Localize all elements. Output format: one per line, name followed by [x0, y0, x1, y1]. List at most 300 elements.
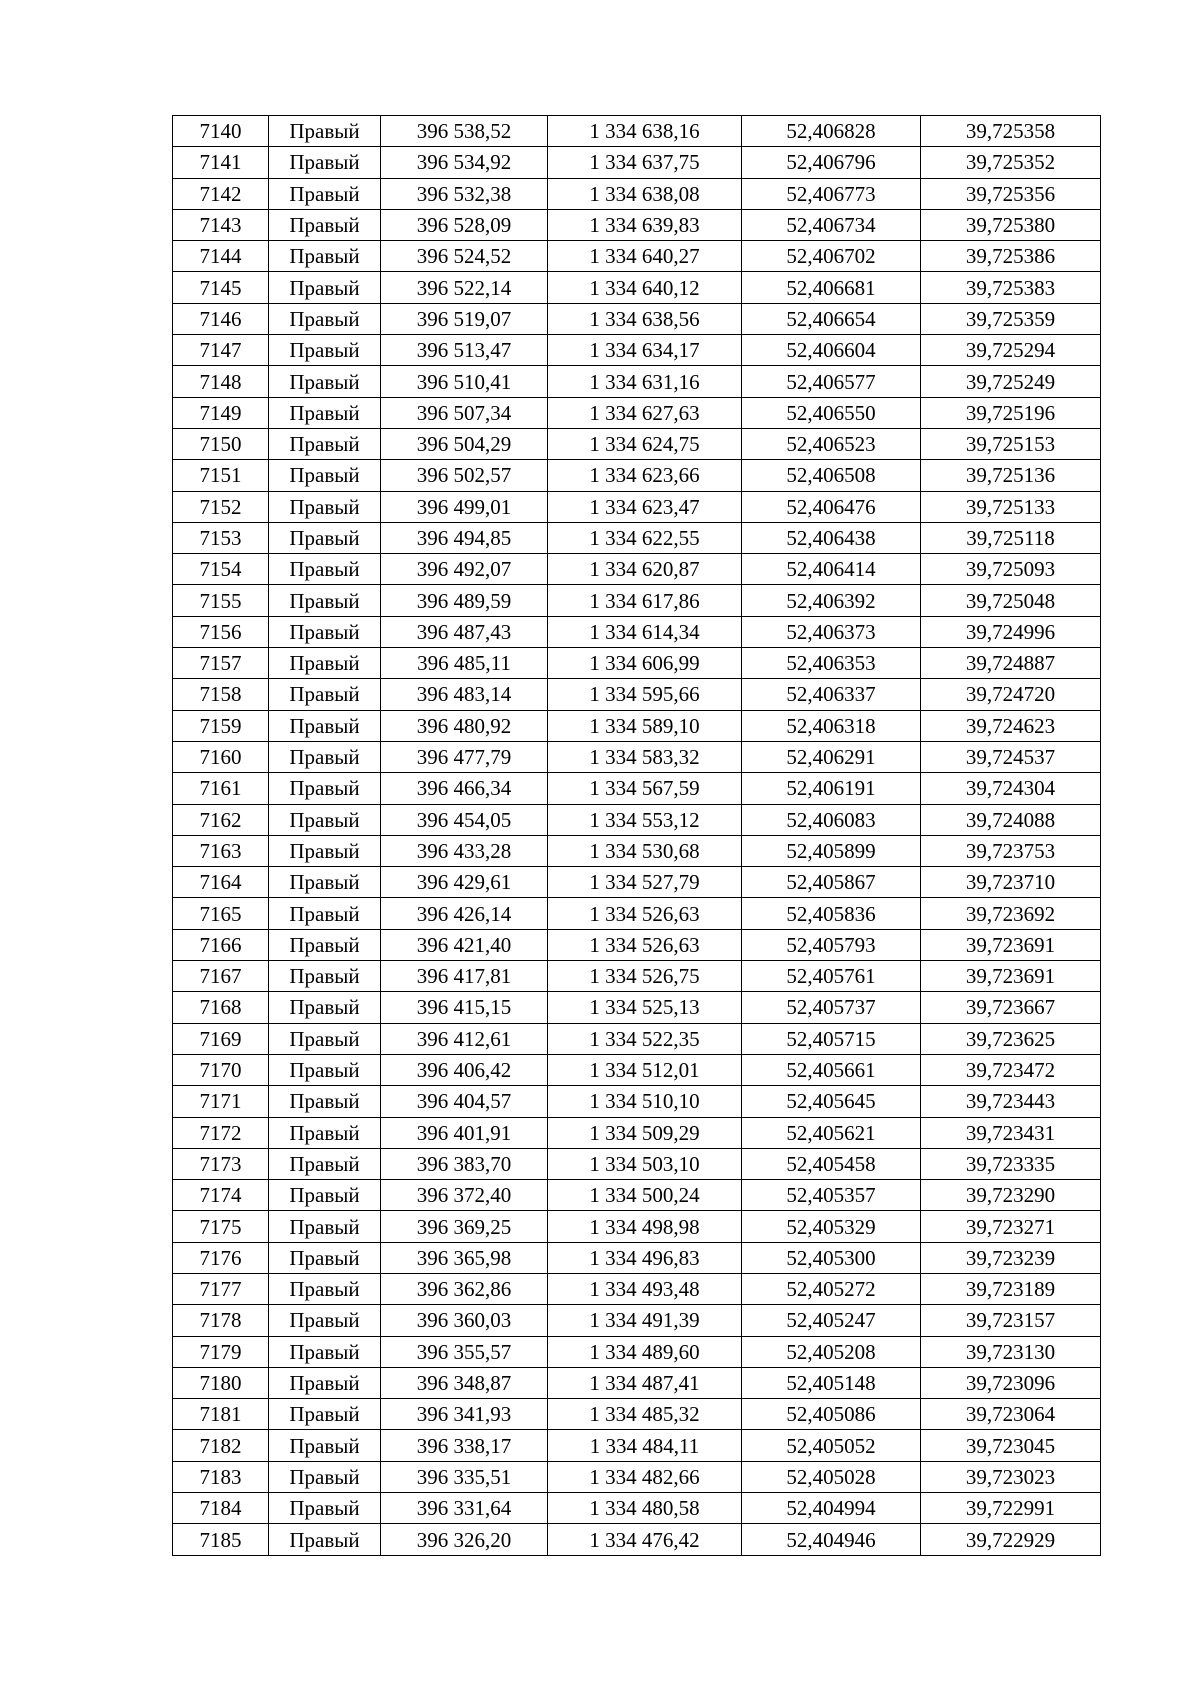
y-coordinate-cell: 1 334 627,63 — [548, 397, 742, 428]
point-number-cell: 7180 — [173, 1367, 269, 1398]
longitude-cell: 39,723625 — [921, 1023, 1101, 1054]
point-number-cell: 7165 — [173, 898, 269, 929]
x-coordinate-cell: 396 522,14 — [381, 272, 548, 303]
point-number-cell: 7140 — [173, 116, 269, 147]
latitude-cell: 52,406550 — [742, 397, 921, 428]
side-cell: Правый — [269, 710, 381, 741]
x-coordinate-cell: 396 489,59 — [381, 585, 548, 616]
latitude-cell: 52,404946 — [742, 1524, 921, 1555]
side-cell: Правый — [269, 804, 381, 835]
table-row — [173, 1117, 1101, 1148]
longitude-cell: 39,725383 — [921, 272, 1101, 303]
y-coordinate-cell: 1 334 489,60 — [548, 1336, 742, 1367]
y-coordinate-cell: 1 334 485,32 — [548, 1399, 742, 1430]
y-coordinate-cell: 1 334 567,59 — [548, 773, 742, 804]
y-coordinate-cell: 1 334 638,56 — [548, 303, 742, 334]
longitude-cell: 39,724304 — [921, 773, 1101, 804]
y-coordinate-cell: 1 334 526,63 — [548, 929, 742, 960]
table-row — [173, 616, 1101, 647]
point-number-cell: 7144 — [173, 241, 269, 272]
point-number-cell: 7146 — [173, 303, 269, 334]
y-coordinate-cell: 1 334 512,01 — [548, 1054, 742, 1085]
longitude-cell: 39,723710 — [921, 867, 1101, 898]
side-cell: Правый — [269, 366, 381, 397]
point-number-cell: 7166 — [173, 929, 269, 960]
table-row — [173, 898, 1101, 929]
table-row — [173, 679, 1101, 710]
y-coordinate-cell: 1 334 525,13 — [548, 992, 742, 1023]
point-number-cell: 7157 — [173, 648, 269, 679]
side-cell: Правый — [269, 1305, 381, 1336]
coordinates-table-body — [173, 116, 1101, 1556]
latitude-cell: 52,405272 — [742, 1273, 921, 1304]
side-cell: Правый — [269, 147, 381, 178]
latitude-cell: 52,406318 — [742, 710, 921, 741]
point-number-cell: 7142 — [173, 178, 269, 209]
table-row — [173, 992, 1101, 1023]
latitude-cell: 52,405086 — [742, 1399, 921, 1430]
longitude-cell: 39,723130 — [921, 1336, 1101, 1367]
longitude-cell: 39,723239 — [921, 1242, 1101, 1273]
x-coordinate-cell: 396 355,57 — [381, 1336, 548, 1367]
point-number-cell: 7151 — [173, 460, 269, 491]
table-row — [173, 710, 1101, 741]
side-cell: Правый — [269, 1023, 381, 1054]
y-coordinate-cell: 1 334 589,10 — [548, 710, 742, 741]
point-number-cell: 7141 — [173, 147, 269, 178]
x-coordinate-cell: 396 326,20 — [381, 1524, 548, 1555]
side-cell: Правый — [269, 585, 381, 616]
side-cell: Правый — [269, 209, 381, 240]
table-row — [173, 366, 1101, 397]
longitude-cell: 39,723753 — [921, 835, 1101, 866]
y-coordinate-cell: 1 334 526,75 — [548, 961, 742, 992]
x-coordinate-cell: 396 331,64 — [381, 1493, 548, 1524]
longitude-cell: 39,725359 — [921, 303, 1101, 334]
table-row — [173, 1054, 1101, 1085]
side-cell: Правый — [269, 460, 381, 491]
side-cell: Правый — [269, 116, 381, 147]
point-number-cell: 7170 — [173, 1054, 269, 1085]
latitude-cell: 52,406604 — [742, 335, 921, 366]
table-row — [173, 1461, 1101, 1492]
side-cell: Правый — [269, 1524, 381, 1555]
table-row — [173, 116, 1101, 147]
table-row — [173, 1148, 1101, 1179]
x-coordinate-cell: 396 483,14 — [381, 679, 548, 710]
x-coordinate-cell: 396 494,85 — [381, 522, 548, 553]
side-cell: Правый — [269, 522, 381, 553]
x-coordinate-cell: 396 415,15 — [381, 992, 548, 1023]
x-coordinate-cell: 396 524,52 — [381, 241, 548, 272]
longitude-cell: 39,724537 — [921, 741, 1101, 772]
y-coordinate-cell: 1 334 510,10 — [548, 1086, 742, 1117]
point-number-cell: 7148 — [173, 366, 269, 397]
side-cell: Правый — [269, 616, 381, 647]
table-row — [173, 1211, 1101, 1242]
side-cell: Правый — [269, 1367, 381, 1398]
y-coordinate-cell: 1 334 482,66 — [548, 1461, 742, 1492]
latitude-cell: 52,404994 — [742, 1493, 921, 1524]
longitude-cell: 39,723096 — [921, 1367, 1101, 1398]
point-number-cell: 7143 — [173, 209, 269, 240]
point-number-cell: 7155 — [173, 585, 269, 616]
y-coordinate-cell: 1 334 509,29 — [548, 1117, 742, 1148]
table-row — [173, 147, 1101, 178]
side-cell: Правый — [269, 1461, 381, 1492]
point-number-cell: 7154 — [173, 554, 269, 585]
latitude-cell: 52,406476 — [742, 491, 921, 522]
latitude-cell: 52,406414 — [742, 554, 921, 585]
longitude-cell: 39,723157 — [921, 1305, 1101, 1336]
side-cell: Правый — [269, 898, 381, 929]
longitude-cell: 39,725380 — [921, 209, 1101, 240]
longitude-cell: 39,723667 — [921, 992, 1101, 1023]
table-row — [173, 1399, 1101, 1430]
y-coordinate-cell: 1 334 614,34 — [548, 616, 742, 647]
longitude-cell: 39,725386 — [921, 241, 1101, 272]
table-row — [173, 1305, 1101, 1336]
latitude-cell: 52,406577 — [742, 366, 921, 397]
side-cell: Правый — [269, 1148, 381, 1179]
point-number-cell: 7163 — [173, 835, 269, 866]
y-coordinate-cell: 1 334 496,83 — [548, 1242, 742, 1273]
longitude-cell: 39,725048 — [921, 585, 1101, 616]
table-row — [173, 648, 1101, 679]
latitude-cell: 52,406734 — [742, 209, 921, 240]
point-number-cell: 7152 — [173, 491, 269, 522]
x-coordinate-cell: 396 369,25 — [381, 1211, 548, 1242]
x-coordinate-cell: 396 519,07 — [381, 303, 548, 334]
latitude-cell: 52,405052 — [742, 1430, 921, 1461]
latitude-cell: 52,405737 — [742, 992, 921, 1023]
longitude-cell: 39,722991 — [921, 1493, 1101, 1524]
table-row — [173, 773, 1101, 804]
x-coordinate-cell: 396 372,40 — [381, 1180, 548, 1211]
point-number-cell: 7167 — [173, 961, 269, 992]
point-number-cell: 7182 — [173, 1430, 269, 1461]
side-cell: Правый — [269, 491, 381, 522]
latitude-cell: 52,405148 — [742, 1367, 921, 1398]
longitude-cell: 39,723023 — [921, 1461, 1101, 1492]
point-number-cell: 7150 — [173, 428, 269, 459]
point-number-cell: 7147 — [173, 335, 269, 366]
x-coordinate-cell: 396 510,41 — [381, 366, 548, 397]
longitude-cell: 39,725356 — [921, 178, 1101, 209]
longitude-cell: 39,723431 — [921, 1117, 1101, 1148]
table-row — [173, 1023, 1101, 1054]
longitude-cell: 39,723692 — [921, 898, 1101, 929]
latitude-cell: 52,406083 — [742, 804, 921, 835]
x-coordinate-cell: 396 335,51 — [381, 1461, 548, 1492]
side-cell: Правый — [269, 1117, 381, 1148]
latitude-cell: 52,406773 — [742, 178, 921, 209]
table-row — [173, 241, 1101, 272]
point-number-cell: 7175 — [173, 1211, 269, 1242]
point-number-cell: 7185 — [173, 1524, 269, 1555]
y-coordinate-cell: 1 334 624,75 — [548, 428, 742, 459]
y-coordinate-cell: 1 334 491,39 — [548, 1305, 742, 1336]
side-cell: Правый — [269, 1180, 381, 1211]
table-row — [173, 804, 1101, 835]
point-number-cell: 7149 — [173, 397, 269, 428]
table-row — [173, 335, 1101, 366]
y-coordinate-cell: 1 334 634,17 — [548, 335, 742, 366]
point-number-cell: 7161 — [173, 773, 269, 804]
y-coordinate-cell: 1 334 484,11 — [548, 1430, 742, 1461]
y-coordinate-cell: 1 334 639,83 — [548, 209, 742, 240]
side-cell: Правый — [269, 1054, 381, 1085]
latitude-cell: 52,405899 — [742, 835, 921, 866]
x-coordinate-cell: 396 417,81 — [381, 961, 548, 992]
x-coordinate-cell: 396 532,38 — [381, 178, 548, 209]
x-coordinate-cell: 396 538,52 — [381, 116, 548, 147]
point-number-cell: 7179 — [173, 1336, 269, 1367]
y-coordinate-cell: 1 334 606,99 — [548, 648, 742, 679]
side-cell: Правый — [269, 867, 381, 898]
y-coordinate-cell: 1 334 631,16 — [548, 366, 742, 397]
point-number-cell: 7184 — [173, 1493, 269, 1524]
point-number-cell: 7171 — [173, 1086, 269, 1117]
side-cell: Правый — [269, 272, 381, 303]
latitude-cell: 52,405621 — [742, 1117, 921, 1148]
point-number-cell: 7169 — [173, 1023, 269, 1054]
side-cell: Правый — [269, 961, 381, 992]
y-coordinate-cell: 1 334 480,58 — [548, 1493, 742, 1524]
table-row — [173, 554, 1101, 585]
latitude-cell: 52,406291 — [742, 741, 921, 772]
longitude-cell: 39,723189 — [921, 1273, 1101, 1304]
table-row — [173, 272, 1101, 303]
x-coordinate-cell: 396 348,87 — [381, 1367, 548, 1398]
longitude-cell: 39,723472 — [921, 1054, 1101, 1085]
side-cell: Правый — [269, 1336, 381, 1367]
latitude-cell: 52,405458 — [742, 1148, 921, 1179]
y-coordinate-cell: 1 334 637,75 — [548, 147, 742, 178]
longitude-cell: 39,725294 — [921, 335, 1101, 366]
x-coordinate-cell: 396 341,93 — [381, 1399, 548, 1430]
longitude-cell: 39,725133 — [921, 491, 1101, 522]
y-coordinate-cell: 1 334 553,12 — [548, 804, 742, 835]
x-coordinate-cell: 396 433,28 — [381, 835, 548, 866]
point-number-cell: 7181 — [173, 1399, 269, 1430]
side-cell: Правый — [269, 1242, 381, 1273]
point-number-cell: 7176 — [173, 1242, 269, 1273]
y-coordinate-cell: 1 334 617,86 — [548, 585, 742, 616]
latitude-cell: 52,405247 — [742, 1305, 921, 1336]
coordinates-table — [172, 115, 1101, 1556]
table-row — [173, 1493, 1101, 1524]
side-cell: Правый — [269, 1430, 381, 1461]
latitude-cell: 52,406337 — [742, 679, 921, 710]
longitude-cell: 39,723443 — [921, 1086, 1101, 1117]
table-row — [173, 522, 1101, 553]
side-cell: Правый — [269, 241, 381, 272]
x-coordinate-cell: 396 412,61 — [381, 1023, 548, 1054]
y-coordinate-cell: 1 334 620,87 — [548, 554, 742, 585]
y-coordinate-cell: 1 334 640,27 — [548, 241, 742, 272]
x-coordinate-cell: 396 383,70 — [381, 1148, 548, 1179]
table-row — [173, 1086, 1101, 1117]
point-number-cell: 7162 — [173, 804, 269, 835]
latitude-cell: 52,406191 — [742, 773, 921, 804]
longitude-cell: 39,725352 — [921, 147, 1101, 178]
latitude-cell: 52,405661 — [742, 1054, 921, 1085]
latitude-cell: 52,406373 — [742, 616, 921, 647]
x-coordinate-cell: 396 487,43 — [381, 616, 548, 647]
y-coordinate-cell: 1 334 583,32 — [548, 741, 742, 772]
latitude-cell: 52,405715 — [742, 1023, 921, 1054]
side-cell: Правый — [269, 178, 381, 209]
x-coordinate-cell: 396 492,07 — [381, 554, 548, 585]
table-row — [173, 1430, 1101, 1461]
y-coordinate-cell: 1 334 476,42 — [548, 1524, 742, 1555]
longitude-cell: 39,725118 — [921, 522, 1101, 553]
side-cell: Правый — [269, 929, 381, 960]
y-coordinate-cell: 1 334 530,68 — [548, 835, 742, 866]
latitude-cell: 52,405300 — [742, 1242, 921, 1273]
y-coordinate-cell: 1 334 500,24 — [548, 1180, 742, 1211]
longitude-cell: 39,723691 — [921, 961, 1101, 992]
table-row — [173, 741, 1101, 772]
longitude-cell: 39,725093 — [921, 554, 1101, 585]
table-row — [173, 460, 1101, 491]
x-coordinate-cell: 396 480,92 — [381, 710, 548, 741]
latitude-cell: 52,405836 — [742, 898, 921, 929]
y-coordinate-cell: 1 334 493,48 — [548, 1273, 742, 1304]
longitude-cell: 39,722929 — [921, 1524, 1101, 1555]
side-cell: Правый — [269, 397, 381, 428]
x-coordinate-cell: 396 426,14 — [381, 898, 548, 929]
side-cell: Правый — [269, 1493, 381, 1524]
y-coordinate-cell: 1 334 622,55 — [548, 522, 742, 553]
latitude-cell: 52,405793 — [742, 929, 921, 960]
longitude-cell: 39,725358 — [921, 116, 1101, 147]
y-coordinate-cell: 1 334 638,16 — [548, 116, 742, 147]
side-cell: Правый — [269, 773, 381, 804]
longitude-cell: 39,724623 — [921, 710, 1101, 741]
longitude-cell: 39,723045 — [921, 1430, 1101, 1461]
latitude-cell: 52,406796 — [742, 147, 921, 178]
point-number-cell: 7156 — [173, 616, 269, 647]
table-row — [173, 929, 1101, 960]
x-coordinate-cell: 396 502,57 — [381, 460, 548, 491]
side-cell: Правый — [269, 303, 381, 334]
x-coordinate-cell: 396 406,42 — [381, 1054, 548, 1085]
point-number-cell: 7172 — [173, 1117, 269, 1148]
x-coordinate-cell: 396 362,86 — [381, 1273, 548, 1304]
latitude-cell: 52,406508 — [742, 460, 921, 491]
table-row — [173, 178, 1101, 209]
latitude-cell: 52,406681 — [742, 272, 921, 303]
x-coordinate-cell: 396 401,91 — [381, 1117, 548, 1148]
y-coordinate-cell: 1 334 623,66 — [548, 460, 742, 491]
side-cell: Правый — [269, 1273, 381, 1304]
side-cell: Правый — [269, 1211, 381, 1242]
table-row — [173, 491, 1101, 522]
y-coordinate-cell: 1 334 638,08 — [548, 178, 742, 209]
latitude-cell: 52,406828 — [742, 116, 921, 147]
longitude-cell: 39,723691 — [921, 929, 1101, 960]
table-row — [173, 303, 1101, 334]
table-row — [173, 1242, 1101, 1273]
table-row — [173, 1273, 1101, 1304]
point-number-cell: 7158 — [173, 679, 269, 710]
point-number-cell: 7160 — [173, 741, 269, 772]
side-cell: Правый — [269, 1086, 381, 1117]
longitude-cell: 39,723335 — [921, 1148, 1101, 1179]
latitude-cell: 52,405357 — [742, 1180, 921, 1211]
y-coordinate-cell: 1 334 522,35 — [548, 1023, 742, 1054]
table-row — [173, 1367, 1101, 1398]
x-coordinate-cell: 396 454,05 — [381, 804, 548, 835]
table-row — [173, 961, 1101, 992]
y-coordinate-cell: 1 334 640,12 — [548, 272, 742, 303]
point-number-cell: 7153 — [173, 522, 269, 553]
latitude-cell: 52,405645 — [742, 1086, 921, 1117]
point-number-cell: 7183 — [173, 1461, 269, 1492]
x-coordinate-cell: 396 466,34 — [381, 773, 548, 804]
point-number-cell: 7159 — [173, 710, 269, 741]
latitude-cell: 52,406654 — [742, 303, 921, 334]
x-coordinate-cell: 396 477,79 — [381, 741, 548, 772]
latitude-cell: 52,406523 — [742, 428, 921, 459]
side-cell: Правый — [269, 428, 381, 459]
latitude-cell: 52,405028 — [742, 1461, 921, 1492]
table-row — [173, 397, 1101, 428]
longitude-cell: 39,724887 — [921, 648, 1101, 679]
latitude-cell: 52,405208 — [742, 1336, 921, 1367]
x-coordinate-cell: 396 338,17 — [381, 1430, 548, 1461]
longitude-cell: 39,725196 — [921, 397, 1101, 428]
x-coordinate-cell: 396 504,29 — [381, 428, 548, 459]
side-cell: Правый — [269, 1399, 381, 1430]
point-number-cell: 7164 — [173, 867, 269, 898]
x-coordinate-cell: 396 528,09 — [381, 209, 548, 240]
y-coordinate-cell: 1 334 623,47 — [548, 491, 742, 522]
point-number-cell: 7177 — [173, 1273, 269, 1304]
side-cell: Правый — [269, 679, 381, 710]
point-number-cell: 7173 — [173, 1148, 269, 1179]
table-row — [173, 867, 1101, 898]
table-row — [173, 1336, 1101, 1367]
table-row — [173, 835, 1101, 866]
latitude-cell: 52,406353 — [742, 648, 921, 679]
x-coordinate-cell: 396 429,61 — [381, 867, 548, 898]
table-row — [173, 1180, 1101, 1211]
point-number-cell: 7174 — [173, 1180, 269, 1211]
longitude-cell: 39,724720 — [921, 679, 1101, 710]
latitude-cell: 52,405761 — [742, 961, 921, 992]
y-coordinate-cell: 1 334 487,41 — [548, 1367, 742, 1398]
x-coordinate-cell: 396 499,01 — [381, 491, 548, 522]
side-cell: Правый — [269, 648, 381, 679]
y-coordinate-cell: 1 334 526,63 — [548, 898, 742, 929]
table-row — [173, 428, 1101, 459]
y-coordinate-cell: 1 334 503,10 — [548, 1148, 742, 1179]
side-cell: Правый — [269, 741, 381, 772]
longitude-cell: 39,723290 — [921, 1180, 1101, 1211]
side-cell: Правый — [269, 992, 381, 1023]
latitude-cell: 52,406392 — [742, 585, 921, 616]
point-number-cell: 7145 — [173, 272, 269, 303]
longitude-cell: 39,723271 — [921, 1211, 1101, 1242]
table-row — [173, 209, 1101, 240]
y-coordinate-cell: 1 334 527,79 — [548, 867, 742, 898]
x-coordinate-cell: 396 365,98 — [381, 1242, 548, 1273]
longitude-cell: 39,725153 — [921, 428, 1101, 459]
x-coordinate-cell: 396 421,40 — [381, 929, 548, 960]
